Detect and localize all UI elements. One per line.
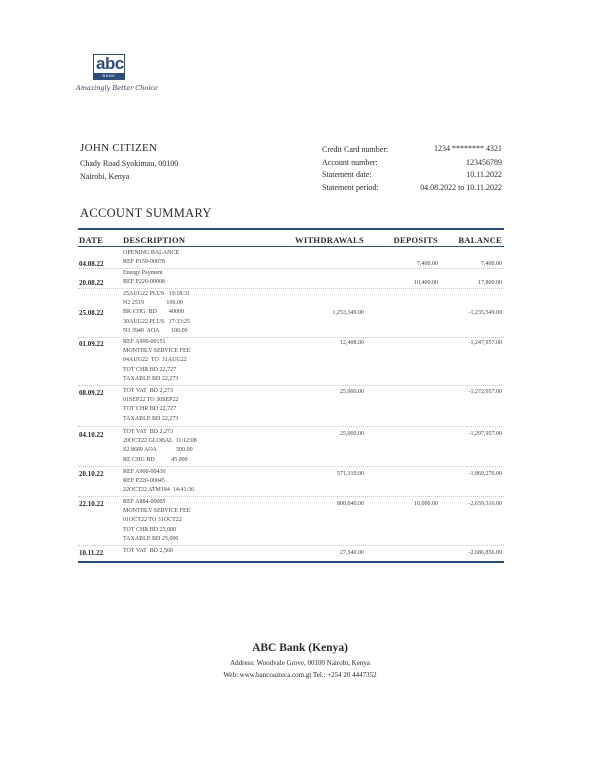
row-balance: -2,659,316.00 (468, 501, 502, 507)
row-description: TOT VAT BD 2,500 (123, 548, 173, 554)
row-description: REF A884-00005 MONTHLY SERVICE FEE 01OCT22 TO 31OCT22 TOT CHR BD 25,000 TAXABLE BD 25,000 (123, 499, 191, 542)
bank-logo (76, 52, 162, 100)
row-balance: -1,247,957.00 (468, 340, 502, 346)
row-withdrawal: 12,408.00 (340, 340, 364, 346)
row-date: 10.11.22 (79, 549, 104, 557)
customer-address-line1: Chady Road Syokimau, 00100 (80, 159, 179, 168)
row-withdrawal: 25,000.00 (340, 389, 364, 395)
row-date: 22.10.22 (79, 500, 104, 508)
footer-address: Address: Woodvale Grove, 00100 Nairobi, Kenya (230, 659, 370, 667)
header-date: DATE (79, 235, 104, 245)
credit-card-value: 1234 ******** 4321 (434, 144, 502, 153)
row-separator (78, 426, 504, 427)
row-withdrawal: 1,253,349.00 (332, 310, 364, 316)
row-separator (78, 496, 504, 497)
row-description: REF A900-00436 REF P220-00045 22OCT22 ATM184 14:41:36 (123, 469, 195, 494)
row-deposit: 10,000.00 (414, 501, 438, 507)
row-description: TOT VAT BD 2,273 20OCT22 GLOBAL 11:12:08 S2 8689 AOA 500.00 RE CHG BD 45 000 (123, 429, 197, 463)
row-withdrawal: 27,540.00 (340, 550, 364, 556)
row-balance: -1,272,957.00 (468, 389, 502, 395)
statement-period-value: 04.08.2022 to 10.11.2022 (420, 183, 502, 192)
footer-web: Web: www.bancoazteca.com.gt Tel.: +254 20 4447352 (223, 671, 377, 679)
row-separator (78, 466, 504, 467)
row-date: 04.08.22 (79, 260, 104, 268)
credit-card-label: Credit Card number: (322, 145, 389, 154)
statement-date-label: Statement date: (322, 170, 372, 179)
header-deposits: DEPOSITS (393, 235, 438, 245)
row-separator (78, 545, 504, 546)
row-deposit: 10,400.00 (414, 280, 438, 286)
row-description: TOT VAT BD 2,273 01SEP22 TO 30SEP22 TOT CHR BD 22,727 TAXABLE BD 22,273 (123, 388, 179, 422)
customer-address-line2: Nairobi, Kenya (80, 172, 130, 181)
account-number-label: Account number: (322, 158, 378, 167)
row-separator (78, 288, 504, 289)
logo-letters: abc (96, 54, 124, 73)
statement-date-value: 10.11.2022 (466, 170, 502, 179)
row-date: 25.08.22 (79, 309, 104, 317)
row-description: Energy Payment REF P220-00008 (123, 270, 165, 286)
row-deposit: 7,400.00 (417, 261, 438, 267)
row-withdrawal: 800,040.00 (337, 501, 364, 507)
table-bottom-rule (78, 561, 504, 563)
row-withdrawal: 25,000.00 (340, 431, 364, 437)
row-date: 20.10.22 (79, 470, 104, 478)
header-withdrawals: WITHDRAWALS (295, 235, 364, 245)
row-date: 04.10.22 (79, 431, 104, 439)
row-withdrawal: 571,319.00 (337, 471, 364, 477)
row-description: REF A900-00151 MONTHLY SERVICE FEE 04AUG22 TO 31AUG22 TOT CHR BD 22,727 TAXABLE BD 22,273 (123, 339, 191, 382)
account-number-value: 123456789 (466, 158, 502, 167)
row-balance: -1,869,276.00 (468, 471, 502, 477)
row-description: 25AUG22 PLUS 19:18:31 N2 2519 100.00 BK CHG BD 40000 30AUG22 PLUS 17:33:25 N3 3940 AOA 100.00 (123, 291, 191, 334)
statement-period-label: Statement period: (322, 183, 379, 192)
row-description: OPENING BALANCE REF P159-00078 (123, 250, 180, 266)
row-date: 01.09.22 (79, 340, 104, 348)
row-date: 08.09.22 (79, 389, 104, 397)
row-separator (78, 385, 504, 386)
header-balance: BALANCE (458, 235, 502, 245)
row-balance: -1,297,957.00 (468, 431, 502, 437)
table-top-rule (78, 228, 504, 230)
row-balance: -1,235,549.00 (468, 310, 502, 316)
row-balance: -2,686,856.00 (468, 550, 502, 556)
row-balance: 7,400.00 (481, 261, 502, 267)
footer-bank-name: ABC Bank (Kenya) (252, 642, 348, 654)
row-date: 20.08.22 (79, 279, 104, 287)
account-summary-title: ACCOUNT SUMMARY (80, 206, 212, 220)
row-balance: 17,800.00 (478, 280, 502, 286)
customer-name: JOHN CITIZEN (80, 142, 158, 154)
table-header-rule (78, 246, 504, 247)
logo-tagline: Amazingly Better Choice (76, 84, 158, 92)
header-description: DESCRIPTION (123, 235, 186, 245)
logo-band-text: BANK (102, 73, 116, 78)
